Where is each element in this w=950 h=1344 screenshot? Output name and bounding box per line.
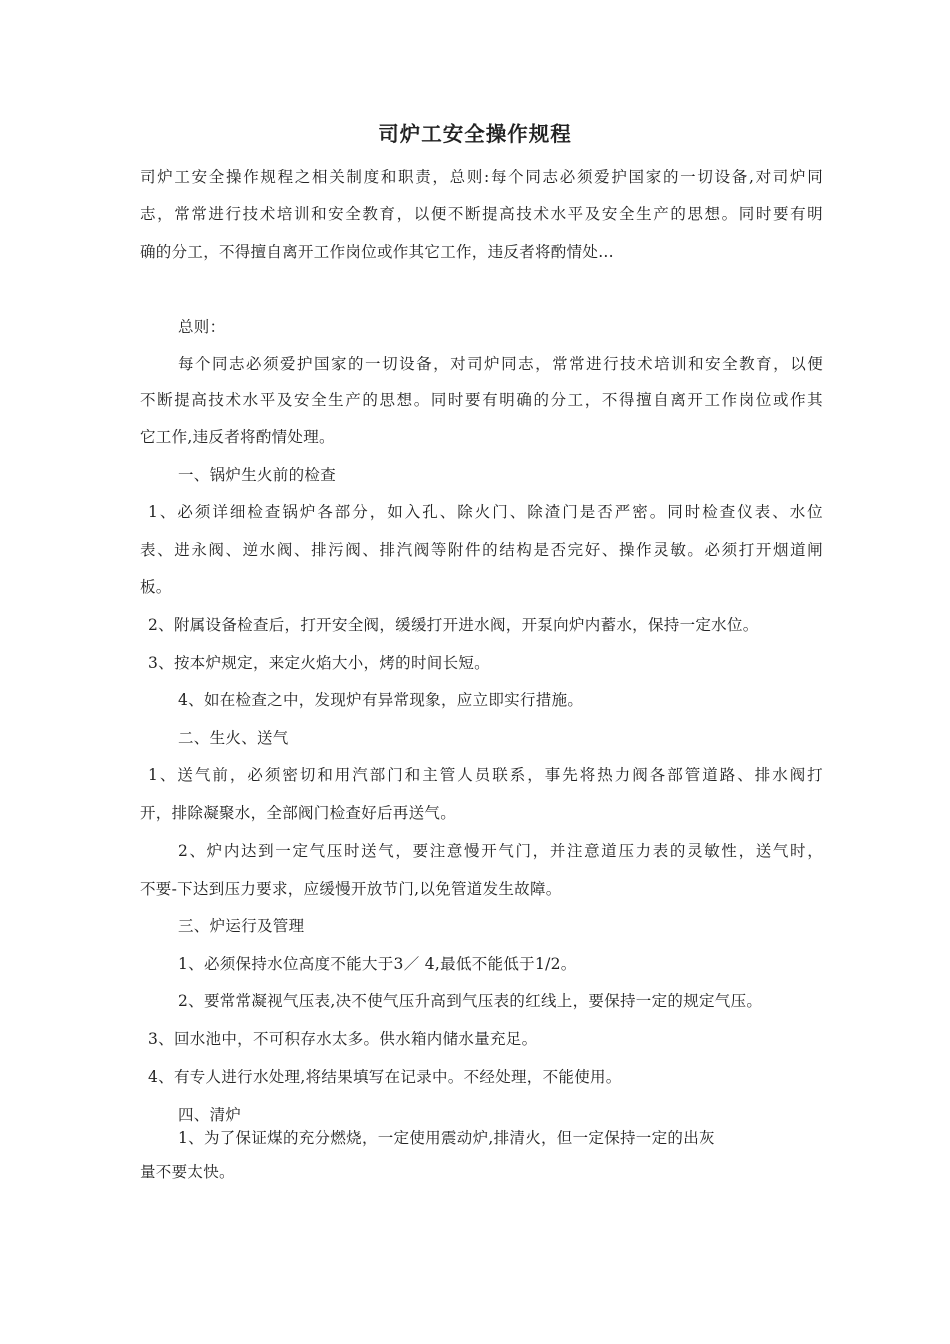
intro-line: 司炉工安全操作规程之相关制度和职责，总则:每个同志必须爱护国家的一切设备,对司炉同 [140, 168, 823, 186]
section-heading: 四、清炉 [178, 1106, 242, 1124]
paragraph-line: 板。 [140, 578, 172, 596]
paragraph-line: 开，排除凝聚水，全部阀门检查好后再送气。 [140, 804, 457, 822]
intro-line: 确的分工，不得擅自离开工作岗位或作其它工作，违反者将酌情处... [140, 243, 614, 261]
paragraph-line: 2、炉内达到一定气压时送气，要注意慢开气门，并注意道压力表的灵敏性，送气时， [178, 842, 823, 860]
paragraph-line: 4、如在检查之中，发现炉有异常现象，应立即实行措施。 [178, 691, 584, 709]
section-heading: 一、锅炉生火前的检查 [178, 466, 337, 484]
paragraph-line: 1、必须详细检查锅炉各部分，如入孔、除火门、除渣门是否严密。同时检查仪表、水位 [148, 503, 823, 521]
paragraph-line: 量不要太快。 [140, 1163, 235, 1181]
paragraph-line: 2、要常常凝视气压表,决不使气压升高到气压表的红线上，要保持一定的规定气压。 [178, 992, 763, 1010]
paragraph-line: 3、按本炉规定，来定火焰大小，烤的时间长短。 [148, 654, 490, 672]
paragraph-line: 3、回水池中，不可积存水太多。供水箱内储水量充足。 [148, 1030, 538, 1048]
paragraph-line: 1、送气前，必须密切和用汽部门和主管人员联系，事先将热力阀各部管道路、排水阀打 [148, 766, 823, 784]
paragraph-line: 每个同志必须爱护国家的一切设备，对司炉同志，常常进行技术培训和安全教育，以便 [178, 355, 823, 373]
paragraph-line: 不要-下达到压力要求，应缓慢开放节门,以免管道发生故障。 [140, 880, 562, 898]
intro-line: 志，常常进行技术培训和安全教育，以便不断提高技术水平及安全生产的思想。同时要有明 [140, 205, 823, 223]
paragraph-line: 4、有专人进行水处理,将结果填写在记录中。不经处理，不能使用。 [148, 1068, 622, 1086]
paragraph-line: 它工作,违反者将酌情处理。 [140, 428, 335, 446]
paragraph-line: 1、为了保证煤的充分燃烧，一定使用震动炉,排清火，但一定保持一定的出灰 [178, 1129, 715, 1147]
paragraph-line: 不断提高技术水平及安全生产的思想。同时要有明确的分工，不得擅自离开工作岗位或作其 [140, 391, 823, 409]
section-heading: 三、炉运行及管理 [178, 917, 305, 935]
paragraph-line: 1、必须保持水位高度不能大于3／ 4,最低不能低于1/2。 [178, 955, 577, 973]
paragraph-line: 2、附属设备检查后，打开安全阀，缓缓打开进水阀，开泵向炉内蓄水，保持一定水位。 [148, 616, 759, 634]
section-heading: 二、生火、送气 [178, 729, 289, 747]
paragraph-line: 表、进永阀、逆水阀、排污阀、排汽阀等附件的结构是否完好、操作灵敏。必须打开烟道闸 [140, 541, 823, 559]
document-title: 司炉工安全操作规程 [378, 122, 572, 146]
section-heading: 总则： [178, 318, 226, 336]
